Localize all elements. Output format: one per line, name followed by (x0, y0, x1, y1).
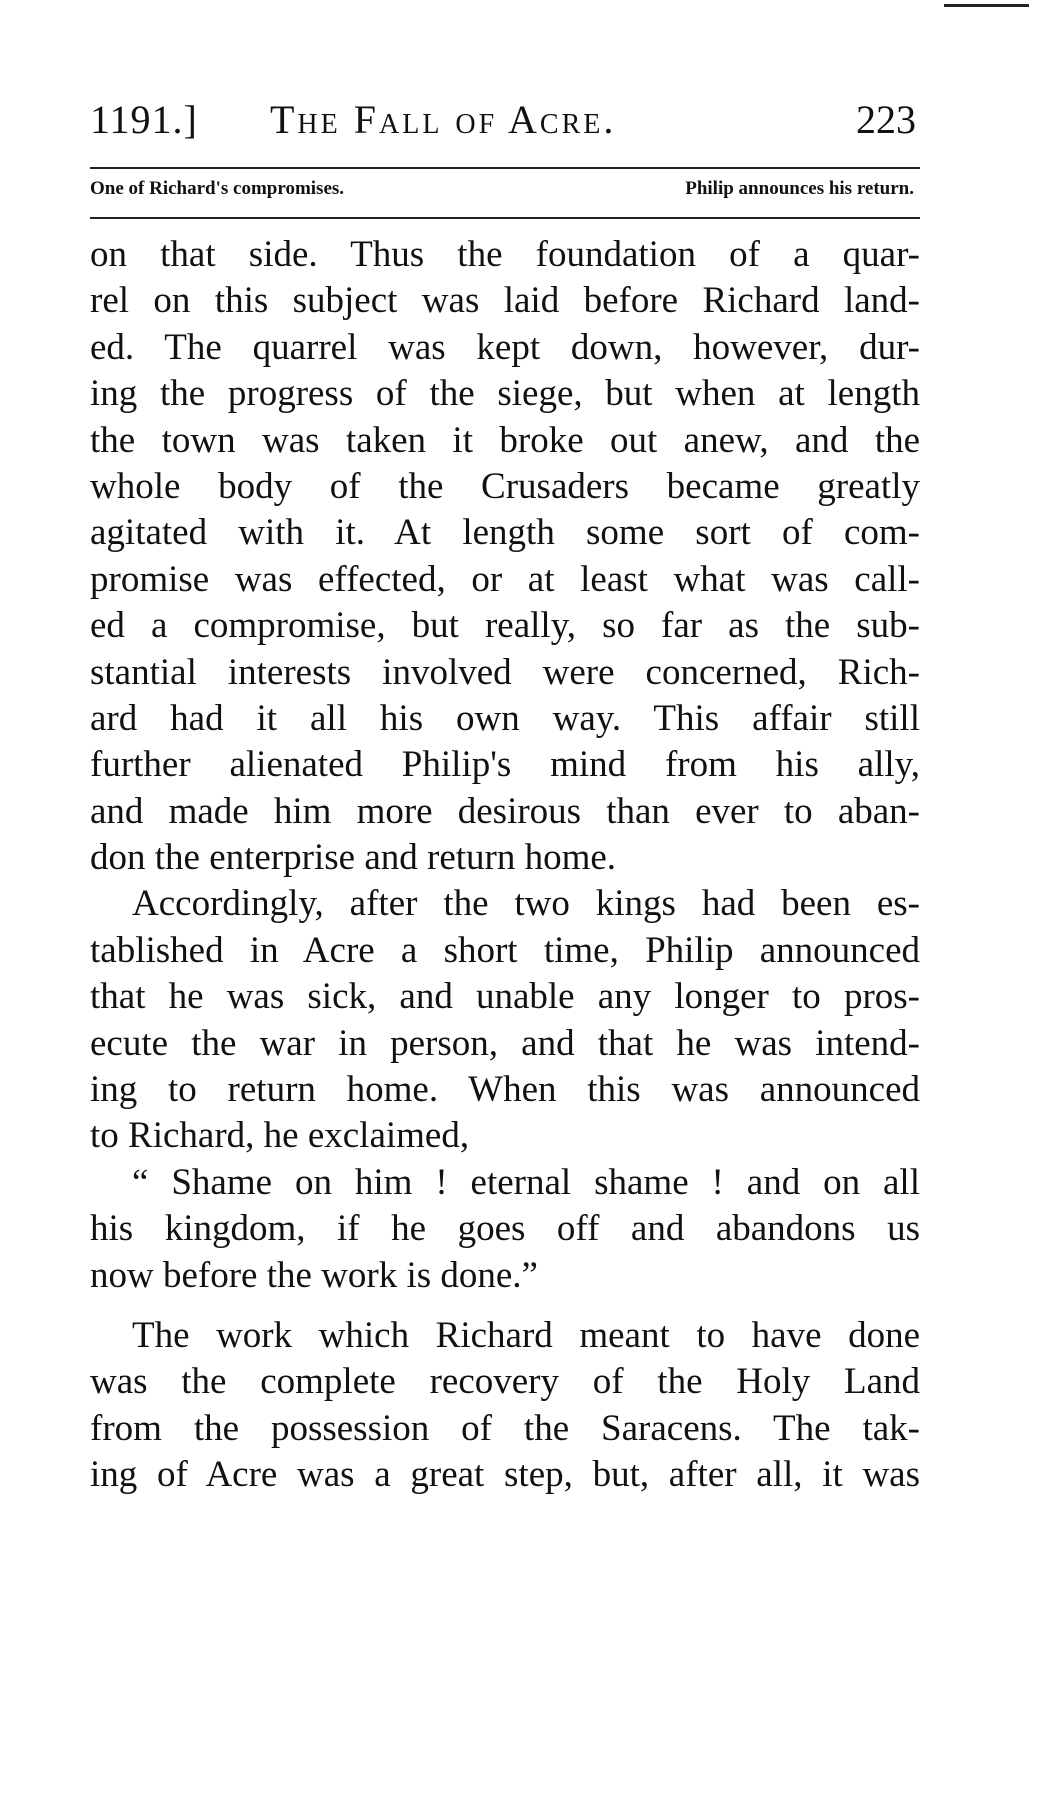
text-line: “ Shame on him ! eternal shame ! and on all (132, 1161, 920, 1203)
text-line: that he was sick, and unable any longer to pros- (90, 976, 920, 1018)
text-line: whole body of the Crusaders became greatly (90, 465, 920, 507)
corner-mark (944, 4, 1029, 7)
shoulder-rule (90, 217, 920, 219)
text-line: ed a compromise, but really, so far as the sub- (90, 605, 920, 647)
paragraph (90, 1160, 920, 1299)
text-line: on that side. Thus the foundation of a quar- (90, 234, 920, 275)
text-line: further alienated Philip's mind from his ally, (90, 744, 920, 786)
text-line: ing the progress of the siege, but when at length (90, 373, 920, 415)
paragraph (90, 1313, 920, 1499)
running-head-year: 1191.] (90, 97, 198, 142)
text-line: ed. The quarrel was kept down, however, dur- (90, 326, 920, 368)
running-head-title: The Fall of Acre. (270, 97, 617, 142)
text-line: rel on this subject was laid before Richard land- (90, 280, 920, 322)
text-line: ecute the war in person, and that he was intend- (90, 1022, 920, 1064)
header-rule (90, 167, 920, 169)
text-line: ing to return home. When this was announced (90, 1069, 920, 1111)
text-line: ard had it all his own way. This affair still (90, 697, 920, 739)
text-line: was the complete recovery of the Holy Land (90, 1361, 920, 1403)
running-head (90, 96, 920, 146)
text-line: Accordingly, after the two kings had been es- (132, 883, 920, 925)
text-line: promise was effected, or at least what was call- (90, 558, 920, 600)
shoulder-note-left: One of Richard's compromises. (90, 178, 345, 199)
paragraph (90, 232, 920, 881)
text-line: and made him more desirous than ever to aban- (90, 790, 920, 832)
text-line: don the enterprise and return home. (90, 837, 617, 879)
text-line: tablished in Acre a short time, Philip announced (90, 929, 920, 971)
text-line: stantial interests involved were concerned, Rich- (90, 651, 920, 693)
shoulder-note-right: Philip announces his return. (685, 178, 914, 199)
text-line: the town was taken it broke out anew, and the (90, 419, 920, 461)
text-line: from the possession of the Saracens. The tak- (90, 1407, 920, 1449)
text-line: ing of Acre was a great step, but, after all, it was (90, 1454, 920, 1496)
text-line: to Richard, he exclaimed, (90, 1115, 470, 1157)
text-line: The work which Richard meant to have done (132, 1314, 920, 1356)
page-number: 223 (856, 97, 916, 142)
body-text (90, 232, 920, 1499)
text-line: his kingdom, if he goes off and abandons us (90, 1208, 920, 1250)
paragraph-spacing (90, 1299, 920, 1313)
text-line: agitated with it. At length some sort of com- (90, 512, 920, 554)
paragraph (90, 881, 920, 1159)
shoulder-notes (90, 178, 920, 208)
text-line: now before the work is done.” (90, 1254, 538, 1296)
